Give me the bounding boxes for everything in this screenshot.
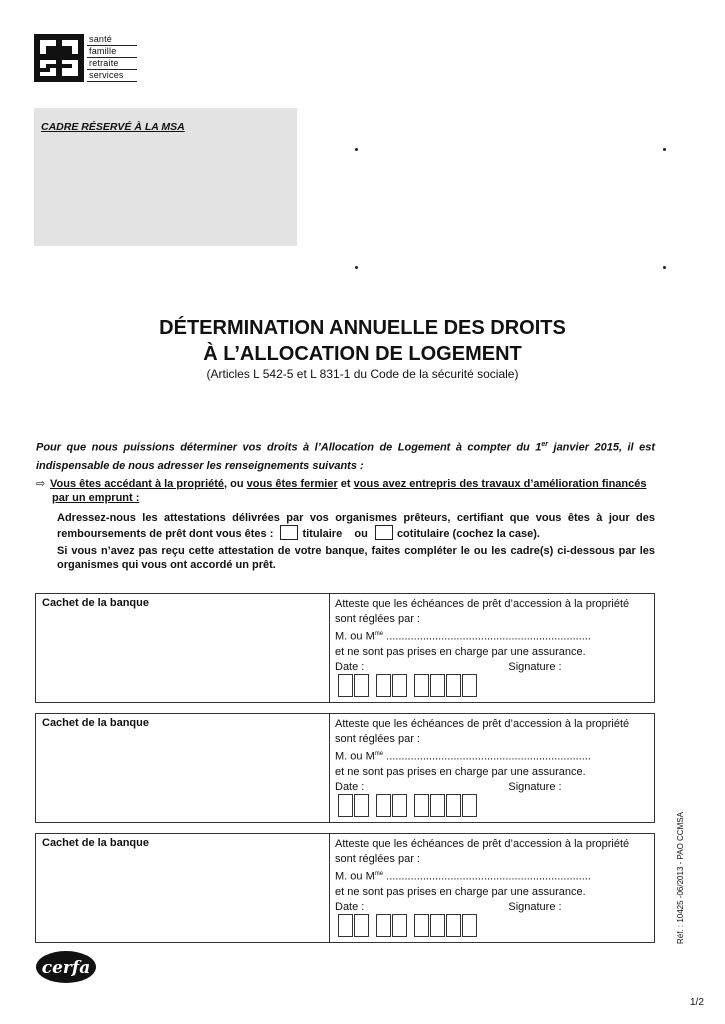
- name-label: M. ou M: [335, 630, 375, 643]
- attestation-line: et ne sont pas prises en charge par une assurance.: [335, 885, 586, 898]
- condition-text: [36, 477, 656, 505]
- date-label: Date :: [335, 780, 365, 793]
- condition-part2: vous êtes fermier: [246, 478, 338, 490]
- name-sup: me: [374, 871, 384, 877]
- address-corner-mark: [355, 148, 358, 151]
- attestation-line: sont réglées par :: [335, 853, 420, 865]
- bank-stamp-area[interactable]: [36, 594, 330, 702]
- name-sup: me: [374, 631, 384, 637]
- bank-attestation-box: [35, 833, 655, 943]
- form-reference: Réf. : 10425 -06/2013 - PAO CCMSA: [676, 812, 685, 944]
- bank-stamp-area[interactable]: [36, 834, 330, 942]
- msa-reserved-label: CADRE RÉSERVÉ À LA MSA: [41, 121, 185, 133]
- name-field[interactable]: ...................................................................: [386, 630, 591, 643]
- logo-line: santé: [87, 34, 137, 46]
- instructions-paragraph: [57, 511, 655, 541]
- cotitulaire-checkbox[interactable]: [375, 525, 393, 540]
- intro-sup: er: [541, 441, 549, 448]
- attestation-line: Atteste que les échéances de prêt d’accession à la propriété: [335, 598, 630, 610]
- attestation-line: et ne sont pas prises en charge par une assurance.: [335, 765, 586, 778]
- condition-part1: Vous êtes accédant à la propriété: [50, 478, 225, 490]
- intro-before: Pour que nous puissions déterminer vos droits à l’Allocation de Logement à compter du 1: [36, 441, 542, 454]
- attestation-line: Atteste que les échéances de prêt d’accession à la propriété: [335, 718, 630, 730]
- address-corner-mark: [355, 266, 358, 269]
- name-label: M. ou M: [335, 870, 375, 883]
- page-title-line1: DÉTERMINATION ANNUELLE DES DROITS: [159, 317, 566, 339]
- page-subtitle: (Articles L 542-5 et L 831-1 du Code de la sécurité sociale): [206, 367, 519, 381]
- page-number: 1/2: [690, 997, 704, 1008]
- intro-text: [36, 436, 655, 475]
- arrow-right-icon: ⇨: [36, 478, 46, 490]
- bank-stamp-label: Cachet de la banque: [42, 717, 149, 729]
- name-field[interactable]: ...................................................................: [386, 870, 591, 883]
- bank-attestation-text: [335, 717, 650, 795]
- attestation-line: sont réglées par :: [335, 613, 420, 625]
- attestation-line: sont réglées par :: [335, 733, 420, 745]
- bank-attestation-text: [335, 837, 650, 915]
- bank-attestation-text: [335, 597, 650, 675]
- cotitulaire-label: cotitulaire (cochez la case).: [396, 528, 540, 540]
- logo-line: services: [87, 70, 137, 82]
- bank-instructions-paragraph: Si vous n’avez pas reçu cette attestation de votre banque, faites compléter le ou les cadre(s) ci-dessous par les organismes qui vous ont accordé un prêt.: [57, 545, 655, 571]
- bank-stamp-label: Cachet de la banque: [42, 837, 149, 849]
- condition-sep1: , ou: [224, 478, 247, 490]
- condition-part4: par un emprunt :: [52, 492, 140, 504]
- signature-label: Signature :: [508, 660, 562, 673]
- name-label: M. ou M: [335, 750, 375, 763]
- cerfa-logo-text: cerfa: [41, 958, 91, 978]
- logo-line: retraite: [87, 58, 137, 70]
- bank-attestation-box: [35, 593, 655, 703]
- intro-after: janvier 2015, il est indispensable de nous adresser les renseignements suivants :: [36, 441, 655, 472]
- attestation-line: Atteste que les échéances de prêt d’accession à la propriété: [335, 838, 630, 850]
- signature-label: Signature :: [508, 780, 562, 793]
- address-corner-mark: [663, 148, 666, 151]
- bank-stamp-area[interactable]: [36, 714, 330, 822]
- attestation-line: et ne sont pas prises en charge par une assurance.: [335, 645, 586, 658]
- name-field[interactable]: ...................................................................: [386, 750, 591, 763]
- date-label: Date :: [335, 900, 365, 913]
- date-input-boxes[interactable]: [338, 674, 478, 697]
- name-sup: me: [374, 751, 384, 757]
- date-label: Date :: [335, 660, 365, 673]
- condition-part3: vous avez entrepris des travaux d’amélioration financés: [353, 478, 647, 490]
- date-input-boxes[interactable]: [338, 794, 478, 817]
- bank-attestation-box: [35, 713, 655, 823]
- logo-tagline: [87, 34, 137, 82]
- msa-logo: [34, 34, 84, 82]
- page-title-line2: À L’ALLOCATION DE LOGEMENT: [203, 343, 522, 365]
- date-input-boxes[interactable]: [338, 914, 478, 937]
- condition-sep2: et: [337, 478, 354, 490]
- bank-stamp-label: Cachet de la banque: [42, 597, 149, 609]
- address-corner-mark: [663, 266, 666, 269]
- cerfa-logo: [35, 950, 97, 984]
- instructions-text: Adressez-nous les attestations délivrées par vos organismes prêteurs, certifiant que vous êtes à jour des remboursements de prêt dont vous êtes :: [57, 512, 655, 540]
- titulaire-checkbox[interactable]: [280, 525, 298, 540]
- logo-line: famille: [87, 46, 137, 58]
- signature-label: Signature :: [508, 900, 562, 913]
- or-label: ou: [354, 528, 368, 540]
- titulaire-label: titulaire: [302, 528, 343, 540]
